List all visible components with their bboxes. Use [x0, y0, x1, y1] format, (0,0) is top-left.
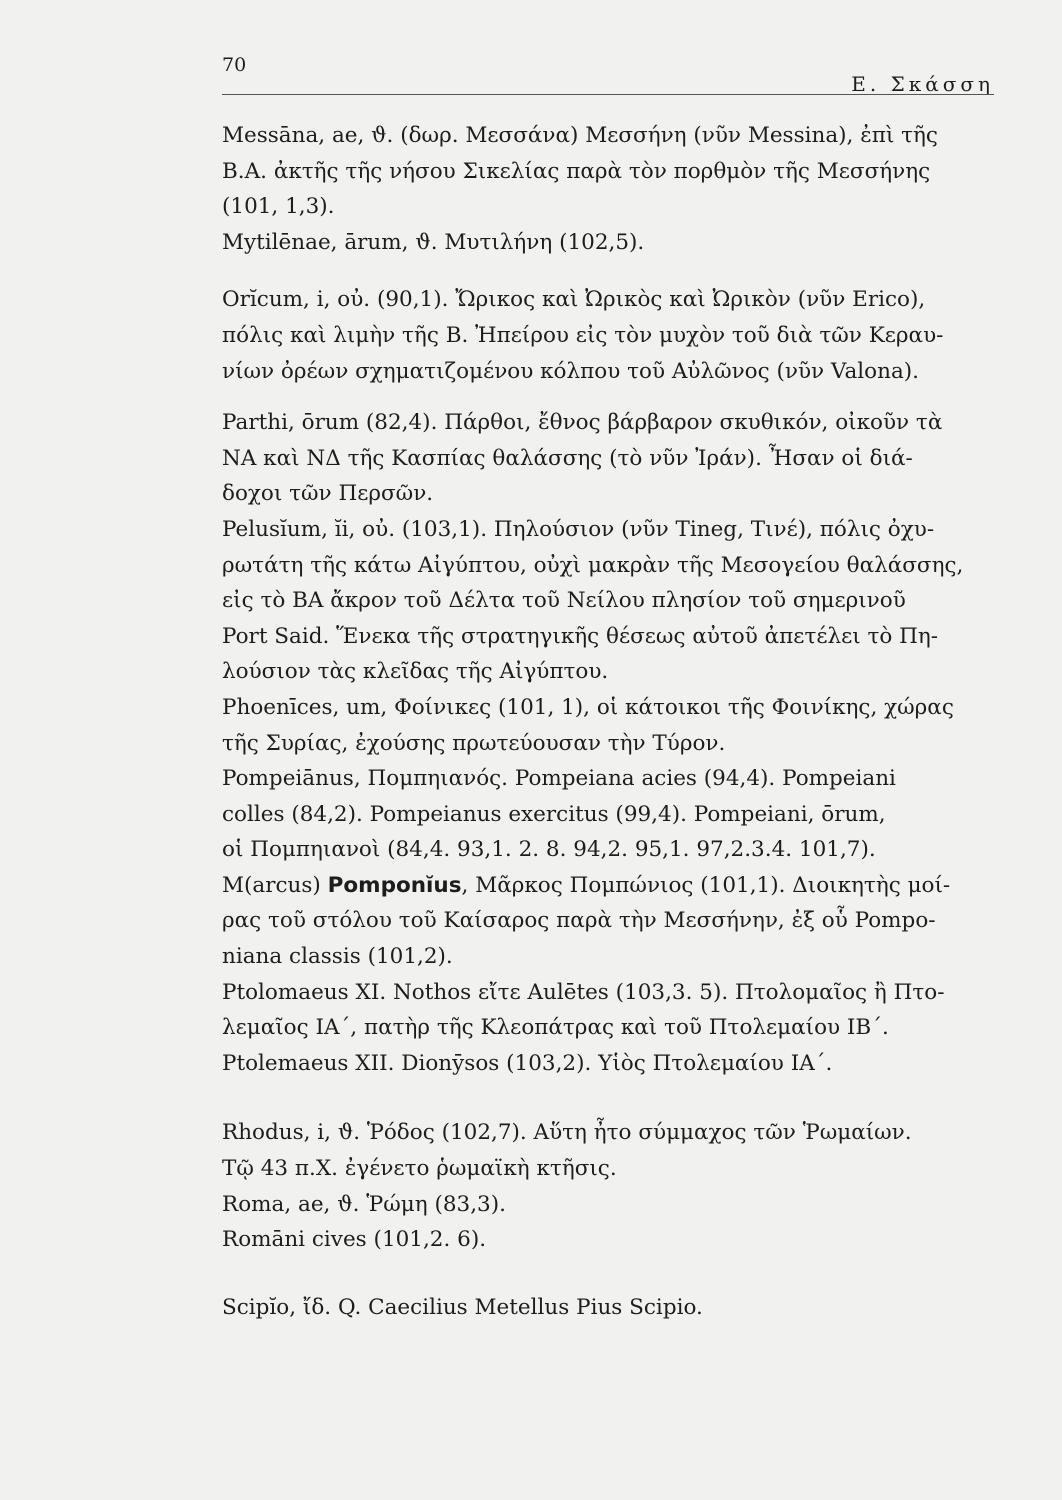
entry-ptolomaeus-xi	[222, 975, 994, 1046]
entry-romani-cives	[222, 1222, 994, 1258]
entry-line: λεμαῖος ΙΑ΄, πατὴρ τῆς Κλεοπάτρας καὶ τοῦ Πτολεμαίου ΙΒ΄.	[222, 1015, 889, 1041]
entry-line: Romāni cives (101,2. 6).	[222, 1227, 487, 1253]
entry-oricum	[222, 282, 994, 389]
entry-line: (101, 1,3).	[222, 194, 335, 220]
entry-scipio	[222, 1290, 994, 1326]
entry-parthi	[222, 405, 994, 512]
entry-line: ρας τοῦ στόλου τοῦ Καίσαρος παρὰ τὴν Μεσσήνην, ἐξ οὗ Pompo-	[222, 908, 936, 934]
entry-line: εἰς τὸ ΒΑ ἄκρον τοῦ Δέλτα τοῦ Νείλου πλησίον τοῦ σημερινοῦ	[222, 588, 906, 614]
entry-line: τῆς Συρίας, ἐχούσης πρωτεύουσαν τὴν Τύρον.	[222, 730, 726, 756]
page-number: 70	[222, 54, 247, 76]
entry-line: ρωτάτη τῆς κάτω Αἰγύπτου, οὐχὶ μακρὰν τῆς Μεσογείου θαλάσσης,	[222, 552, 964, 578]
entry-line: colles (84,2). Pompeianus exercitus (99,4). Pompeiani, ōrum,	[222, 801, 886, 827]
page-header	[222, 50, 994, 96]
entry-line: niana classis (101,2).	[222, 944, 453, 970]
header-rule	[222, 94, 994, 95]
entry-line: νίων ὀρέων σχηματιζομένου κόλπου τοῦ Αὐλῶνος (νῦν Valona).	[222, 358, 920, 384]
entry-line: οἱ Πομπηιανοὶ (84,4. 93,1. 2. 8. 94,2. 95,1. 97,2.3.4. 101,7).	[222, 837, 876, 863]
entry-line: Ptolemaeus XII. Dionȳsos (103,2). Υἱὸς Πτολεμαίου ΙΑ΄.	[222, 1050, 833, 1076]
entry-line: ΝΑ καὶ ΝΔ τῆς Κασπίας θαλάσσης (τὸ νῦν Ἰράν). Ἦσαν οἱ διά-	[222, 445, 913, 471]
entry-pompeianus	[222, 761, 994, 868]
entry-line: Rhodus, i, ϑ. Ῥόδος (102,7). Αὕτη ἦτο σύμμαχος τῶν Ῥωμαίων.	[222, 1120, 912, 1146]
running-head: Ε. Σκάσση	[851, 72, 994, 96]
entry-line: Parthi, ōrum (82,4). Πάρθοι, ἔθνος βάρβαρον σκυθικόν, οἰκοῦν τὰ	[222, 410, 943, 436]
entry-line: δοχοι τῶν Περσῶν.	[222, 481, 434, 507]
entry-pelusium	[222, 512, 994, 690]
glossary-body	[222, 118, 994, 1325]
entry-line: Pelusĭum, ĭi, οὐ. (103,1). Πηλούσιον (νῦν Tineg, Τινέ), πόλις ὀχυ-	[222, 516, 935, 542]
entry-line: Phoenīces, um, Φοίνικες (101, 1), οἱ κάτοικοι τῆς Φοινίκης, χώρας	[222, 694, 954, 720]
entry-rhodus	[222, 1115, 994, 1186]
entry-line: Ptolomaeus XI. Nothos εἴτε Aulētes (103,3. 5). Πτολομαῖος ἢ Πτο-	[222, 979, 945, 1005]
entry-line: Τῷ 43 π.Χ. ἐγένετο ῥωμαϊκὴ κτῆσις.	[222, 1156, 617, 1182]
entry-ptolemaeus-xii	[222, 1046, 994, 1082]
entry-line: Port Said. Ἕνεκα τῆς στρατηγικῆς θέσεως αὐτοῦ ἀπετέλει τὸ Πη-	[222, 623, 939, 649]
entry-line: πόλις καὶ λιμὴν τῆς Β. Ἠπείρου εἰς τὸν μυχὸν τοῦ διὰ τῶν Κεραυ-	[222, 322, 944, 348]
entry-pomponius	[222, 868, 994, 975]
entry-line: Scipĭo, ἴδ. Q. Caecilius Metellus Pius Scipio.	[222, 1294, 703, 1320]
entry-line	[222, 868, 994, 904]
entry-phoenices	[222, 690, 994, 761]
headword-prefix: M(arcus)	[222, 872, 328, 898]
entry-line: Mytilēnae, ārum, ϑ. Μυτιλήνη (102,5).	[222, 229, 645, 255]
entry-messana	[222, 118, 994, 225]
entry-line: Roma, ae, ϑ. Ῥώμη (83,3).	[222, 1191, 506, 1217]
entry-line: Pompeiānus, Πομπηιανός. Pompeiana acies (94,4). Pompeiani	[222, 766, 896, 792]
entry-line: Messāna, ae, ϑ. (δωρ. Μεσσάνα) Μεσσήνη (νῦν Messina), ἐπὶ τῆς	[222, 123, 938, 148]
entry-roma	[222, 1187, 994, 1223]
entry-line: Β.Α. ἀκτῆς τῆς νήσου Σικελίας παρὰ τὸν πορθμὸν τῆς Μεσσήνης	[222, 158, 931, 184]
entry-line: λούσιον τὰς κλεῖδας τῆς Αἰγύπτου.	[222, 659, 609, 685]
entry-mytilenae	[222, 225, 994, 261]
entry-line: Orĭcum, i, οὐ. (90,1). Ὤρικος καὶ Ὠρικὸς καὶ Ὠρικὸν (νῦν Erico),	[222, 287, 926, 313]
headword-bold: Pomponĭus	[327, 872, 462, 898]
entry-line-rest: , Μᾶρκος Πομπώνιος (101,1). Διοικητὴς μοί-	[461, 872, 951, 898]
